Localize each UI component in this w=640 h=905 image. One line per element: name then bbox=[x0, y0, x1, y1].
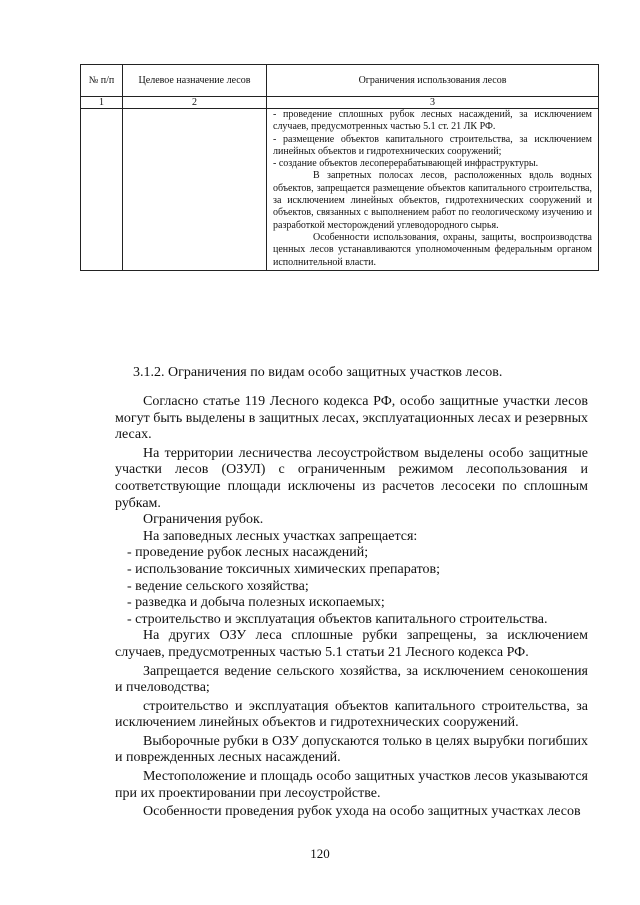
table-cell-empty bbox=[81, 109, 123, 271]
header-restrictions: Ограничения использования лесов bbox=[267, 65, 599, 97]
restrictions-cell bbox=[267, 109, 599, 271]
col-number-1: 1 bbox=[81, 97, 123, 109]
cell-paragraph: В запретных полосах лесов, расположенных вдоль водных объектов, запрещается размещение объектов капитального строительства, за исключением линейных объектов, гидротехнических сооружений и объектов, связанных с выполнением работ по геологическому изучению и разработкой месторождений углеводородного сырья. bbox=[273, 170, 592, 231]
cell-paragraph: - проведение сплошных рубок лесных насаждений, за исключением случаев, предусмотренных частью 5.1 ст. 21 ЛК РФ. bbox=[273, 109, 592, 133]
list-item: - разведка и добыча полезных ископаемых; bbox=[127, 595, 385, 611]
page-number: 120 bbox=[310, 846, 330, 861]
header-purpose: Целевое назначение лесов bbox=[123, 65, 267, 97]
table-numbering-row bbox=[81, 97, 599, 109]
paragraph: Особенности проведения рубок ухода на особо защитных участках лесов bbox=[143, 804, 581, 820]
table-row bbox=[81, 109, 599, 271]
list-item: - ведение сельского хозяйства; bbox=[127, 578, 309, 594]
paragraph: На заповедных лесных участках запрещается: bbox=[143, 528, 418, 544]
col-number-2: 2 bbox=[123, 97, 267, 109]
section-heading: 3.1.2. Ограничения по видам особо защитных участков лесов. bbox=[133, 365, 503, 380]
paragraph: Выборочные рубки в ОЗУ допускаются только в целях вырубки погибших и поврежденных лесных насаждений. bbox=[115, 733, 588, 766]
body-text bbox=[115, 394, 588, 821]
paragraph: Согласно статье 119 Лесного кодекса РФ, особо защитные участки лесов могут быть выделены в защитных лесах, эксплуатационных лесах и резервных лесах. bbox=[115, 394, 588, 443]
list-item: - строительство и эксплуатация объектов капитального строительства. bbox=[127, 611, 548, 627]
paragraph: Местоположение и площадь особо защитных участков лесов указываются при их проектировании при лесоустройстве. bbox=[115, 769, 588, 801]
header-number: № п/п bbox=[81, 65, 123, 97]
paragraph: строительство и эксплуатация объектов капитального строительства, за исключением линейных объектов и гидротехнических сооружений. bbox=[115, 698, 588, 731]
list-item: - использование токсичных химических препаратов; bbox=[127, 561, 441, 577]
col-number-3: 3 bbox=[267, 97, 599, 109]
paragraph: Запрещается ведение сельского хозяйства, за исключением сенокошения и пчеловодства; bbox=[115, 663, 588, 696]
table-header-row bbox=[81, 65, 599, 97]
cell-paragraph: - создание объектов лесоперерабатывающей инфраструктуры. bbox=[273, 158, 539, 170]
cell-paragraph: - размещение объектов капитального строительства, за исключением линейных объектов и гидротехнических сооружений; bbox=[273, 133, 592, 157]
table-cell-empty bbox=[123, 109, 267, 271]
list-item: - проведение рубок лесных насаждений; bbox=[127, 545, 369, 561]
paragraph: На других ОЗУ леса сплошные рубки запрещены, за исключением случаев, предусмотренных частью 5.1 статьи 21 Лесного кодекса РФ. bbox=[115, 628, 588, 660]
paragraph: На территории лесничества лесоустройством выделены особо защитные участки лесов (ОЗУЛ) с ограниченным режимом лесопользования и соответствующие площади исключены из расчетов лесосеки по сплошным рубкам. bbox=[115, 445, 588, 511]
cell-paragraph: Особенности использования, охраны, защиты, воспроизводства ценных лесов устанавливаются уполномоченным федеральным органом исполнительной власти. bbox=[273, 231, 592, 268]
restrictions-table bbox=[80, 64, 599, 271]
paragraph: Ограничения рубок. bbox=[143, 512, 264, 528]
